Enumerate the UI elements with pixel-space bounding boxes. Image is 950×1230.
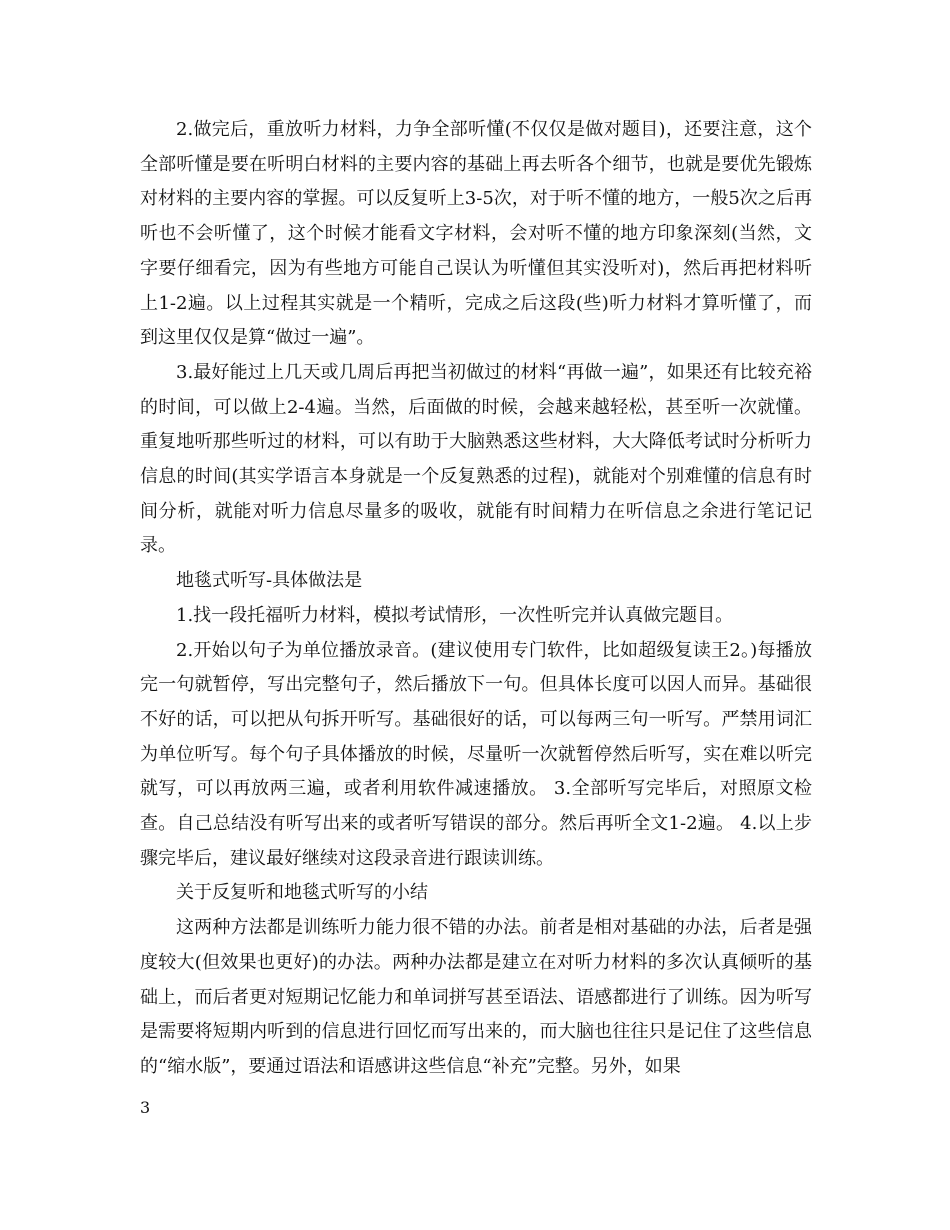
page-number: 3 (140, 1098, 151, 1117)
paragraph-step-3-redo: 3.最好能过上几天或几周后再把当初做过的材料“再做一遍”，如果还有比较充裕的时间，可以做上2-4遍。当然，后面做的时候，会越来越轻松，甚至听一次就懂。重复地听那些听过的材料，可以有助于大脑熟悉这些材料，大大降低考试时分析听力信息的时间(其实学语言本身就是一个反复熟悉的过程)，就能对个别难懂的信息有时间分析，就能对听力信息尽量多的吸收，就能有时间精力在听信息之余进行笔记记录。 (140, 361, 812, 557)
paragraph-step-2-replay: 2.做完后，重放听力材料，力争全部听懂(不仅仅是做对题目)，还要注意，这个全部听懂是要在听明白材料的主要内容的基础上再去听各个细节，也就是要优先锻炼对材料的主要内容的掌握。可以反复听上3-5次，对于听不懂的地方，一般5次之后再听也不会听懂了，这个时候才能看文字材料，会对听不懂的地方印象深刻(当然，文字要仔细看完，因为有些地方可能自己误认为听懂但其实没听对)，然后再把材料听上1-2遍。以上过程其实就是一个精听，完成之后这段(些)听力材料才算听懂了，而到这里仅仅是算“做过一遍”。 (140, 119, 812, 349)
section-heading-summary: 关于反复听和地毯式听写的小结 (176, 882, 428, 904)
paragraph-dictation-step-1: 1.找一段托福听力材料，模拟考试情形，一次性听完并认真做完题目。 (176, 604, 734, 626)
section-heading-dictation: 地毯式听写-具体做法是 (176, 570, 363, 592)
paragraph-summary: 这两种方法都是训练听力能力很不错的办法。前者是相对基础的办法，后者是强度较大(但效果也更好)的办法。两种办法都是建立在对听力材料的多次认真倾听的基础上，而后者更对短期记忆能力和单词拼写甚至语法、语感都进行了训练。因为听写是需要将短期内听到的信息进行回忆而写出来的，而大脑也往往只是记住了这些信息的“缩水版”，要通过语法和语感讲这些信息“补充”完整。另外，如果 (140, 917, 812, 1077)
document-body (140, 113, 812, 1085)
paragraph-dictation-steps-2-4: 2.开始以句子为单位播放录音。(建议使用专门软件，比如超级复读王2。)每播放完一句就暂停，写出完整句子，然后播放下一句。但具体长度可以因人而异。基础很不好的话，可以把从句拆开听写。基础很好的话，可以每两三句一听写。严禁用词汇为单位听写。每个句子具体播放的时候，尽量听一次就暂停然后听写，实在难以听完就写，可以再放两三遍，或者利用软件减速播放。 3.全部听写完毕后，对照原文检查。自己总结没有听写出来的或者听写错误的部分。然后再听全文1-2遍。 4.以上步骤完毕后，建议最好继续对这段录音进行跟读训练。 (140, 639, 812, 869)
